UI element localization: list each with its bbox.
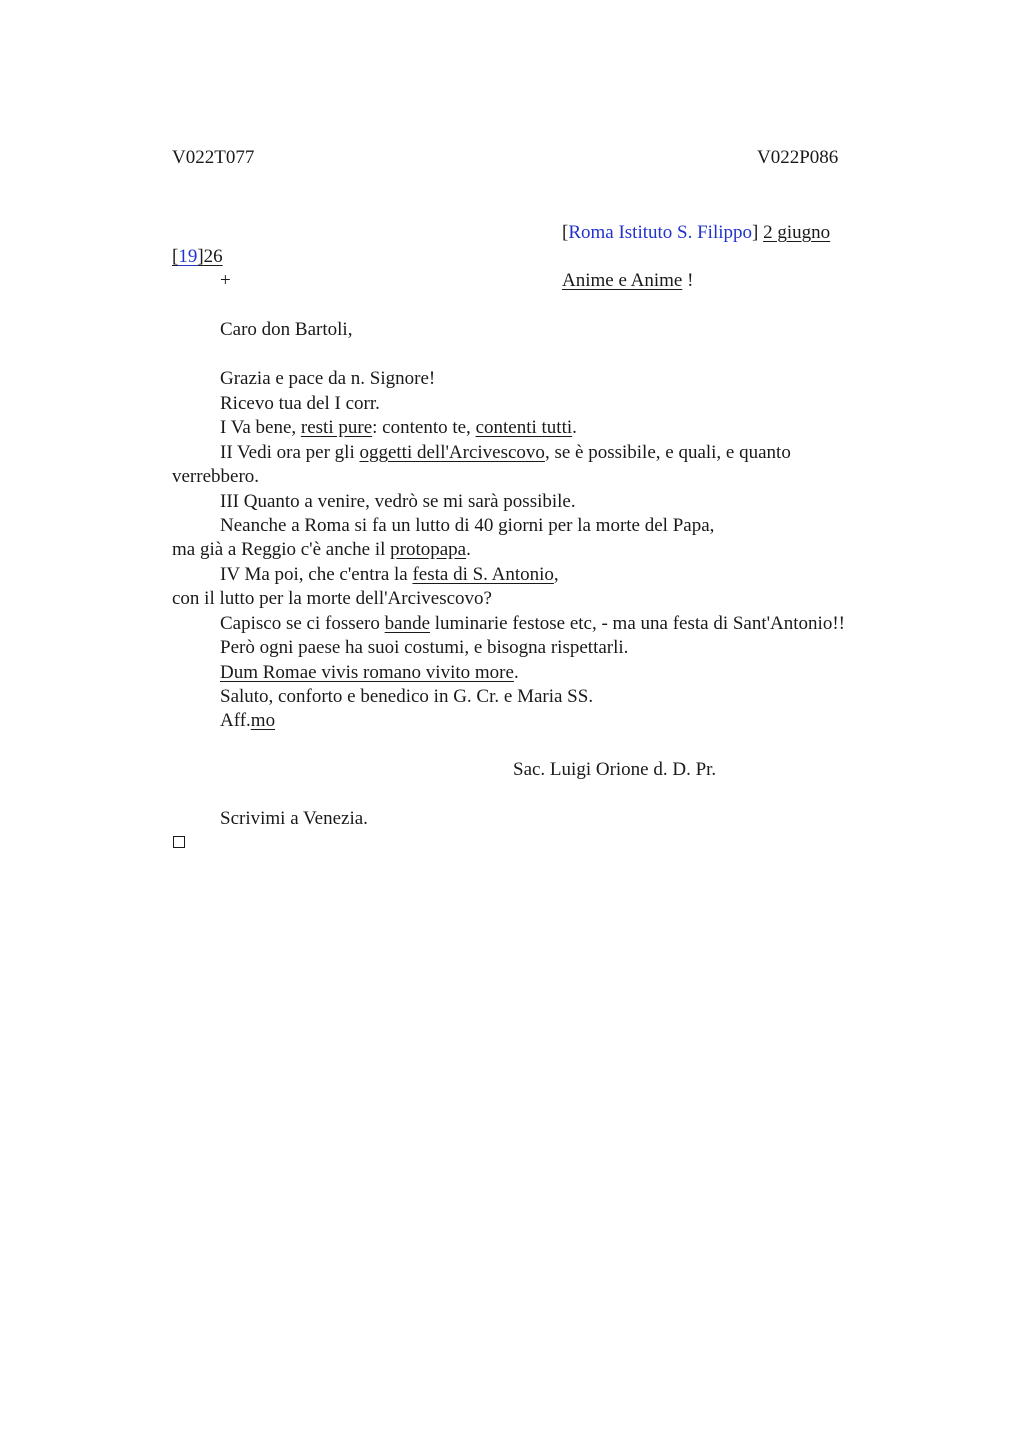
closing: Aff.mo <box>220 710 276 731</box>
bracket-close: ] <box>752 222 759 243</box>
paragraph-7: Però ogni paese ha suoi costumi, e bisogna rispettarli. <box>220 637 629 658</box>
paragraph-6: Capisco se ci fossero bande luminarie festose etc, - ma una festa di Sant'Antonio!! <box>220 613 845 634</box>
paragraph-3: III Quanto a venire, vedrò se mi sarà possibile. <box>220 491 576 512</box>
paragraph-2: II Vedi ora per gli oggetti dell'Arcivescovo, se è possibile, e quali, e quanto <box>220 442 791 463</box>
paragraph-9: Saluto, conforto e benedico in G. Cr. e Maria SS. <box>220 686 594 707</box>
year-bracket-open: [ <box>172 246 179 267</box>
year-bracket-close: ] <box>197 246 204 267</box>
paragraph-1: I Va bene, resti pure: contento te, contenti tutti. <box>220 417 577 438</box>
paragraph-2-cont: verrebbero. <box>172 466 260 487</box>
motto-text: Anime e Anime <box>562 270 683 291</box>
receipt: Ricevo tua del I corr. <box>220 393 380 414</box>
bracket-open: [ <box>562 222 569 243</box>
left-code: V022T077 <box>172 147 255 168</box>
paragraph-5: IV Ma poi, che c'entra la festa di S. Antonio, <box>220 564 559 585</box>
motto-suffix: ! <box>682 270 694 291</box>
end-marker-box-icon <box>173 836 185 848</box>
dateline <box>562 221 830 245</box>
year-end: 26 <box>203 246 223 267</box>
paragraph-8: Dum Romae vivis romano vivito more. <box>220 662 519 683</box>
paragraph-4-line2: ma già a Reggio c'è anche il protopapa. <box>172 539 471 560</box>
place: Roma Istituto S. Filippo <box>568 222 753 243</box>
paragraph-5-cont: con il lutto per la morte dell'Arcivescovo? <box>172 588 492 609</box>
paragraph-4-line1: Neanche a Roma si fa un lutto di 40 giorni per la morte del Papa, <box>220 515 715 536</box>
right-code: V022P086 <box>757 147 839 168</box>
greeting: Grazia e pace da n. Signore! <box>220 368 436 389</box>
cross: + <box>220 270 231 291</box>
postscript: Scrivimi a Venezia. <box>220 808 368 829</box>
salutation: Caro don Bartoli, <box>220 319 353 340</box>
year-century: 19 <box>178 246 198 267</box>
date: 2 giugno <box>763 222 831 243</box>
motto <box>562 269 693 293</box>
signature: Sac. Luigi Orione d. D. Pr. <box>513 759 717 780</box>
year <box>172 245 223 269</box>
